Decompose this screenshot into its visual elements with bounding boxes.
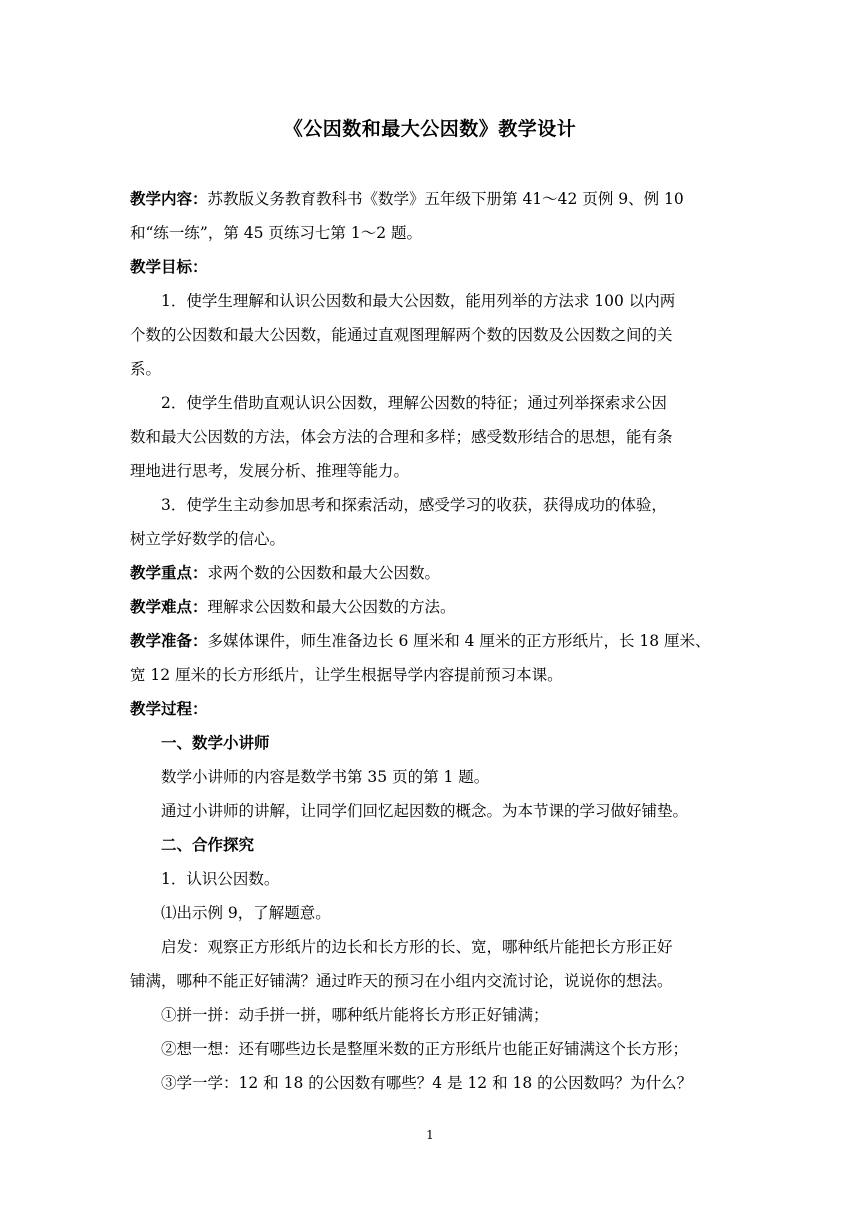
line-text: 苏教版义务教育教科书《数学》五年级下册第 41～42 页例 9、例 10 — [207, 190, 684, 208]
line-text: 多媒体课件，师生准备边长 6 厘米和 4 厘米的正方形纸片，长 18 厘米、 — [207, 632, 711, 650]
line-text: 个数的公因数和最大公因数，能通过直观图理解两个数的因数及公因数之间的关 — [130, 326, 673, 344]
line-text: 启发：观察正方形纸片的边长和长方形的长、宽，哪种纸片能把长方形正好 — [161, 938, 673, 956]
text-line — [130, 692, 734, 726]
text-line — [130, 1032, 734, 1066]
line-text: 3．使学生主动参加思考和探索活动，感受学习的收获，获得成功的体验， — [161, 496, 667, 514]
text-line — [130, 726, 734, 760]
text-line — [130, 318, 734, 352]
line-text: 数和最大公因数的方法，体会方法的合理和多样；感受数形结合的思想，能有条 — [130, 428, 673, 446]
line-text: 求两个数的公因数和最大公因数。 — [207, 564, 441, 582]
text-line — [130, 522, 734, 556]
text-line — [130, 352, 734, 386]
document-body — [130, 182, 734, 1100]
text-line — [130, 386, 734, 420]
text-line — [130, 624, 734, 658]
line-text: ①拼一拼：动手拼一拼，哪种纸片能将长方形正好铺满； — [161, 1006, 549, 1024]
section-label: 教学重点： — [130, 564, 208, 582]
text-line — [130, 284, 734, 318]
text-line — [130, 250, 734, 284]
text-line — [130, 1066, 734, 1100]
text-line — [130, 454, 734, 488]
line-text: 1．认识公因数。 — [161, 870, 280, 888]
line-text: 1．使学生理解和认识公因数和最大公因数，能用列举的方法求 100 以内两 — [161, 292, 676, 310]
text-line — [130, 760, 734, 794]
document-title: 《公因数和最大公因数》教学设计 — [283, 118, 577, 140]
text-line — [130, 930, 734, 964]
text-line — [130, 828, 734, 862]
section-label: 一、数学小讲师 — [161, 734, 270, 752]
line-text: ③学一学：12 和 18 的公因数有哪些？4 是 12 和 18 的公因数吗？为什么？ — [161, 1074, 693, 1092]
text-line — [130, 862, 734, 896]
text-line — [130, 556, 734, 590]
text-line — [130, 998, 734, 1032]
line-text: 铺满，哪种不能正好铺满？通过昨天的预习在小组内交流讨论，说说你的想法。 — [130, 972, 673, 990]
page-number: 1 — [426, 1128, 434, 1142]
text-line — [130, 794, 734, 828]
text-line — [130, 216, 734, 250]
text-line — [130, 488, 734, 522]
section-label: 教学过程： — [130, 700, 208, 718]
section-label: 二、合作探究 — [161, 836, 255, 854]
line-text: 树立学好数学的信心。 — [130, 530, 286, 548]
section-label: 教学目标： — [130, 258, 208, 276]
line-text: 通过小讲师的讲解，让同学们回忆起因数的概念。为本节课的学习做好铺垫。 — [161, 802, 689, 820]
line-text: 理解求公因数和最大公因数的方法。 — [207, 598, 456, 616]
line-text: 系。 — [130, 360, 162, 378]
line-text: 理地进行思考，发展分析、推理等能力。 — [130, 462, 410, 480]
line-text: ②想一想：还有哪些边长是整厘米数的正方形纸片也能正好铺满这个长方形； — [161, 1040, 689, 1058]
text-line — [130, 658, 734, 692]
line-text: 2．使学生借助直观认识公因数，理解公因数的特征；通过列举探索求公因 — [161, 394, 667, 412]
text-line — [130, 420, 734, 454]
line-text: ⑴出示例 9，了解题意。 — [161, 904, 331, 922]
text-line — [130, 590, 734, 624]
line-text: 和“练一练”，第 45 页练习七第 1～2 题。 — [130, 224, 423, 242]
text-line — [130, 964, 734, 998]
section-label: 教学内容： — [130, 190, 208, 208]
text-line — [130, 896, 734, 930]
line-text: 宽 12 厘米的长方形纸片，让学生根据导学内容提前预习本课。 — [130, 666, 563, 684]
text-line — [130, 182, 734, 216]
line-text: 数学小讲师的内容是数学书第 35 页的第 1 题。 — [161, 768, 490, 786]
section-label: 教学准备： — [130, 632, 208, 650]
section-label: 教学难点： — [130, 598, 208, 616]
